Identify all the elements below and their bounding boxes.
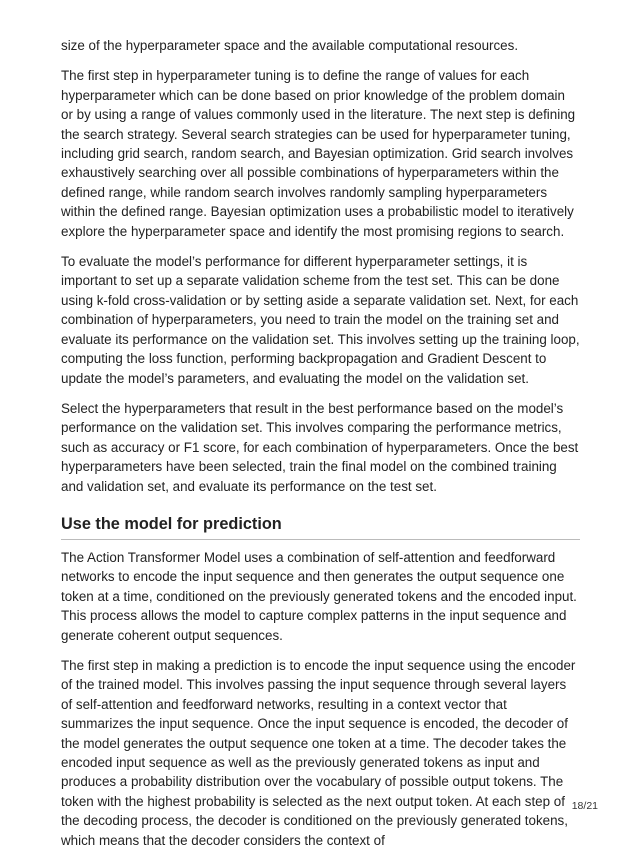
paragraph: The first step in making a prediction is to encode the input sequence using the encoder of the trained model. This involves passing the input sequence through several layers of self-attention and feedforward networks, resulting in a context vector that summarizes the input sequence. Once the input sequence is encoded, the decoder of the model generates the output sequence one token at a time. The decoder takes the encoded input sequence as well as the previously generated tokens as input and produces a probability distribution over the vocabulary of possible output tokens. The token with the highest probability is selected as the next output token. At each step of the decoding process, the decoder is conditioned on the previously generated tokens, which means that the decoder considers the context of <box>61 657 576 848</box>
paragraph: size of the hyperparameter space and the available computational resources. <box>61 38 519 53</box>
paragraph: The first step in hyperparameter tuning is to define the range of values for each hyperparameter which can be done based on prior knowledge of the problem domain or by using a range of values commonly used in the literature. The next step is defining the search strategy. Several search strategies can be used for hyperparameter tuning, including grid search, random search, and Bayesian optimization. Grid search involves exhaustively searching over all possible combinations of hyperparameters within the defined range, while random search involves randomly sampling hyperparameters within the defined range. Bayesian optimization uses a probabilistic model to iteratively explore the hyperparameter space and identify the most promising regions to search. <box>61 68 576 239</box>
page-number: 18/21 <box>571 800 598 812</box>
paragraph: The Action Transformer Model uses a combination of self-attention and feedforward networks to encode the input sequence and then generates the output sequence one token at a time, conditioned on the previously generated tokens and the encoded input. This process allows the model to capture complex patterns in the input sequence and generate coherent output sequences. <box>61 549 577 643</box>
section-heading: Use the model for prediction <box>61 514 580 540</box>
paragraph: To evaluate the model’s performance for different hyperparameter settings, it is important to set up a separate validation scheme from the test set. This can be done using k-fold cross-validation or by setting aside a separate validation set. Next, for each combination of hyperparameters, you need to train the model on the training set and evaluate its performance on the validation set. This involves setting up the training loop, computing the loss function, performing backpropagation and Gradient Descent to update the model’s parameters, and evaluating the model on the validation set. <box>61 254 580 386</box>
paragraph: Select the hyperparameters that result in the best performance based on the model’s performance on the validation set. This involves comparing the performance metrics, such as accuracy or F1 score, for each combination of hyperparameters. Once the best hyperparameters have been selected, train the final model on the combined training and validation set, and evaluate its performance on the test set. <box>61 400 579 494</box>
